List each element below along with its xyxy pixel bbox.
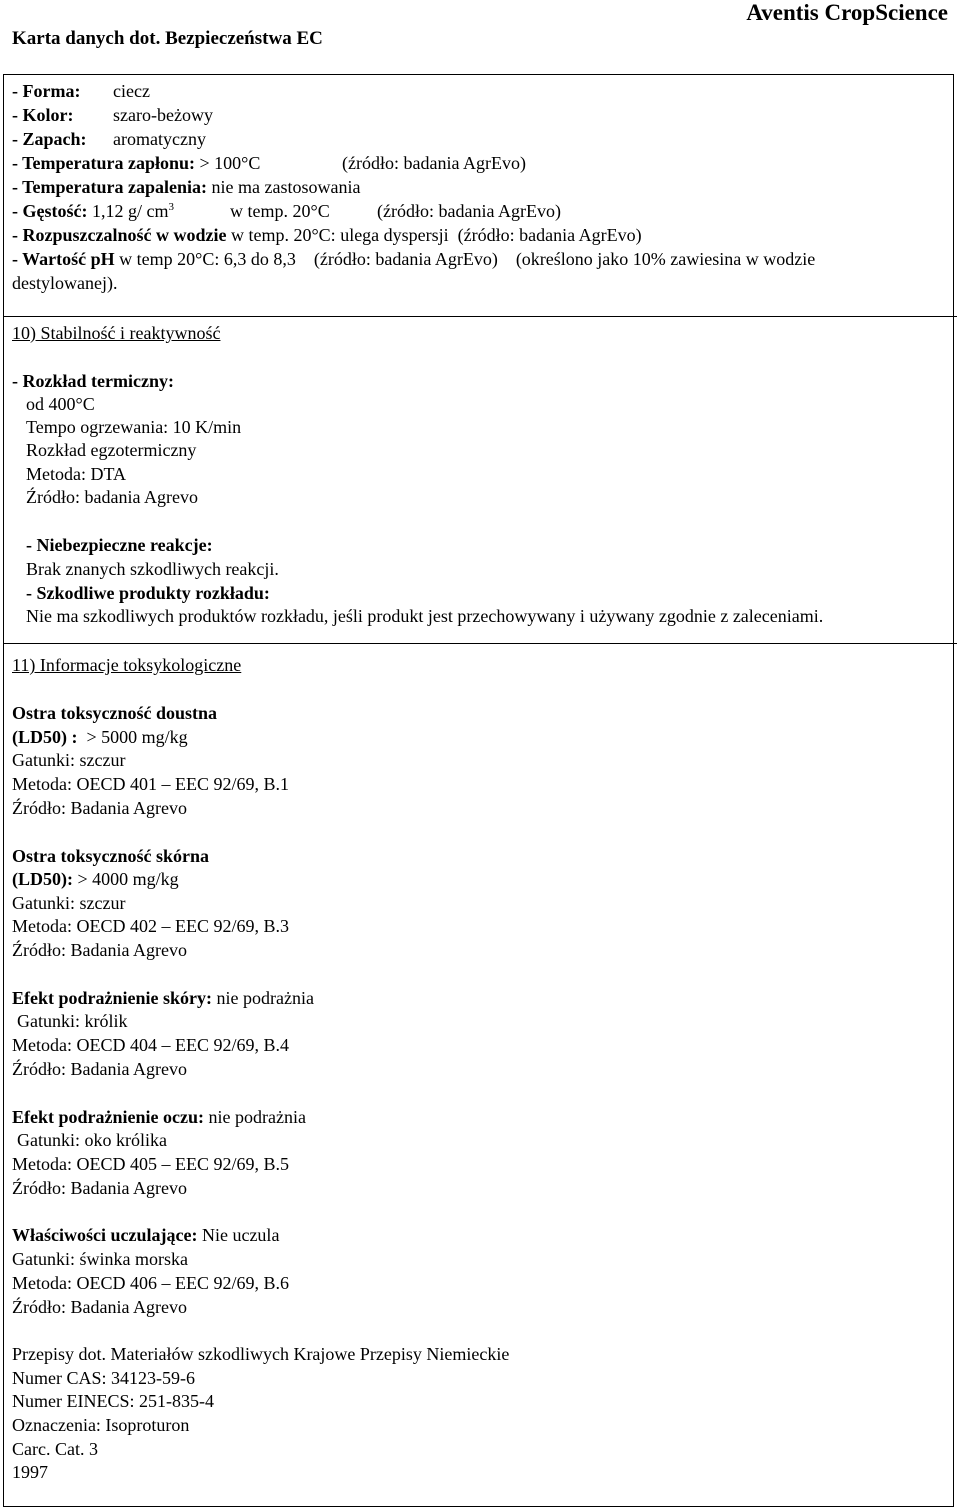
dermal-source: Źródło: Badania Agrevo <box>12 940 187 960</box>
skin-species: Gatunki: królik <box>17 1011 128 1031</box>
regulations-line: Przepisy dot. Materiałów szkodliwych Krajowe Przepisy Niemieckie <box>12 1344 510 1364</box>
thermal-line: Rozkład egzotermiczny <box>26 440 197 460</box>
document-title: Karta danych dot. Bezpieczeństwa EC <box>12 28 323 49</box>
prop-ph-note-cont: destylowanej). <box>12 273 118 293</box>
oral-species: Gatunki: szczur <box>12 750 126 770</box>
section-divider <box>3 316 957 317</box>
prop-smell: - Zapach: aromatyczny <box>12 129 206 149</box>
dermal-method: Metoda: OECD 402 – EEC 92/69, B.3 <box>12 916 289 936</box>
thermal-line: Metoda: DTA <box>26 464 127 484</box>
prop-form: - Forma: ciecz <box>12 81 150 101</box>
skin-irritation: Efekt podrażnienie skóry: nie podrażnia <box>12 988 314 1008</box>
section-10-heading: 10) Stabilność i reaktywność <box>12 323 221 343</box>
skin-method: Metoda: OECD 404 – EEC 92/69, B.4 <box>12 1035 289 1055</box>
hazard-text: Brak znanych szkodliwych reakcji. <box>26 559 279 579</box>
thermal-line: Tempo ogrzewania: 10 K/min <box>26 417 242 437</box>
section-divider <box>3 643 957 644</box>
section-11-heading: 11) Informacje toksykologiczne <box>12 655 242 675</box>
eye-irritation: Efekt podrażnienie oczu: nie podrażnia <box>12 1107 306 1127</box>
year: 1997 <box>12 1462 48 1482</box>
oral-ld50: (LD50) : > 5000 mg/kg <box>12 727 188 747</box>
eye-species: Gatunki: oko królika <box>17 1130 167 1150</box>
dermal-species: Gatunki: szczur <box>12 893 126 913</box>
decomp-label: - Szkodliwe produkty rozkładu: <box>26 583 270 603</box>
skin-source: Źródło: Badania Agrevo <box>12 1059 187 1079</box>
oral-source: Źródło: Badania Agrevo <box>12 798 187 818</box>
sensitization-method: Metoda: OECD 406 – EEC 92/69, B.6 <box>12 1273 289 1293</box>
dermal-title: Ostra toksyczność skórna <box>12 846 209 866</box>
thermal-line: od 400°C <box>26 394 95 414</box>
prop-flash-point: - Temperatura zapłonu: > 100°C (źródło: badania AgrEvo) <box>12 153 526 173</box>
sensitization: Właściwości uczulające: Nie uczula <box>12 1225 280 1245</box>
prop-ph: - Wartość pH w temp 20°C: 6,3 do 8,3 (źródło: badania AgrEvo) (określono jako 10% zawiesina w wodzie <box>12 249 816 269</box>
thermal-line: Źródło: badania Agrevo <box>26 487 198 507</box>
prop-color: - Kolor: szaro-beżowy <box>12 105 213 125</box>
cas-number: Numer CAS: 34123-59-6 <box>12 1368 195 1388</box>
oral-method: Metoda: OECD 401 – EEC 92/69, B.1 <box>12 774 289 794</box>
sensitization-source: Źródło: Badania Agrevo <box>12 1297 187 1317</box>
oral-title: Ostra toksyczność doustna <box>12 703 218 723</box>
sensitization-species: Gatunki: świnka morska <box>12 1249 188 1269</box>
designation: Oznaczenia: Isoproturon <box>12 1415 190 1435</box>
thermal-label: - Rozkład termiczny: <box>12 371 174 391</box>
carc-category: Carc. Cat. 3 <box>12 1439 98 1459</box>
prop-ignition: - Temperatura zapalenia: nie ma zastosowania <box>12 177 361 197</box>
prop-density: - Gęstość: 1,12 g/ $cm^3$ w temp. 20°C (źródło: badania AgrEvo) <box>12 201 561 221</box>
eye-source: Źródło: Badania Agrevo <box>12 1178 187 1198</box>
hazard-label: - Niebezpieczne reakcje: <box>26 535 213 555</box>
dermal-ld50: (LD50): > 4000 mg/kg <box>12 869 179 889</box>
einecs-number: Numer EINECS: 251-835-4 <box>12 1391 214 1411</box>
decomp-text: Nie ma szkodliwych produktów rozkładu, jeśli produkt jest przechowywany i używany zgodnie z zaleceniami. <box>26 606 824 626</box>
prop-solubility: - Rozpuszczalność w wodzie w temp. 20°C: ulega dyspersji (źródło: badania AgrEvo) <box>12 225 642 245</box>
company-name: Aventis CropScience <box>746 0 948 25</box>
eye-method: Metoda: OECD 405 – EEC 92/69, B.5 <box>12 1154 289 1174</box>
